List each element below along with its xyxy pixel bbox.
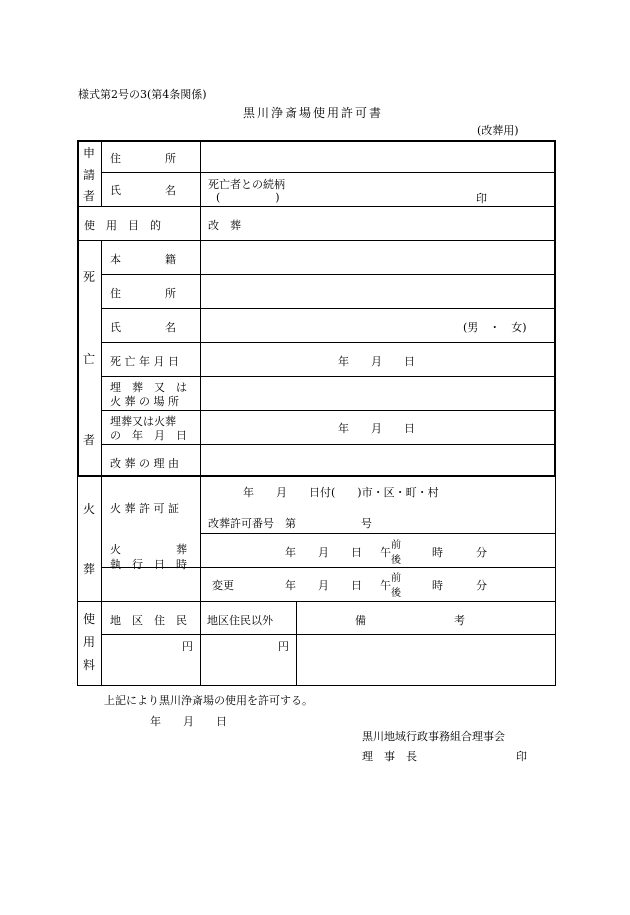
- death-date-ymd: 年 月 日: [338, 355, 415, 368]
- form-type: (改葬用): [477, 124, 519, 137]
- resident-fee-yen: 円: [182, 640, 193, 653]
- exec-label-line1: 火 葬: [110, 543, 187, 556]
- change-go: 後: [391, 588, 401, 599]
- gender-choice: (男 ・ 女): [463, 321, 527, 334]
- applicant-seal: 印: [476, 192, 487, 205]
- relation-label: 死亡者との続柄: [208, 178, 285, 191]
- deceased-group-char-3: 者: [82, 433, 95, 447]
- change-zen: 前: [391, 573, 401, 584]
- deceased-group-char-1: 死: [82, 270, 95, 284]
- deceased-address-label: 住 所: [110, 287, 176, 300]
- permit-number-suffix: 号: [361, 517, 372, 530]
- applicant-name-label: 氏 名: [110, 184, 176, 197]
- burial-date-label-line1: 埋葬又は火葬: [110, 415, 176, 428]
- change-label: 変更: [212, 579, 234, 592]
- applicant-address-label: 住 所: [110, 152, 176, 165]
- exec-time: 時 分: [432, 546, 487, 559]
- exec-gozen: 午: [380, 546, 391, 559]
- permit-label: 火 葬 許 可 証: [110, 502, 179, 515]
- deceased-name-label: 氏 名: [110, 321, 176, 334]
- deceased-group-char-2: 亡: [82, 352, 95, 366]
- exec-go: 後: [391, 555, 401, 566]
- permit-date: 年 月 日付( )市・区・町・村: [243, 486, 439, 499]
- fee-group-char-2: 用: [82, 635, 95, 649]
- exec-label-line2: 執 行 日 時: [110, 558, 187, 571]
- reason-label: 改 葬 の 理 由: [110, 457, 179, 470]
- permit-statement: 上記により黒川浄斎場の使用を許可する。: [104, 694, 313, 707]
- remarks-label: 備 考: [355, 614, 465, 627]
- applicant-group-char-3: 者: [82, 189, 95, 203]
- applicant-group-char-1: 申: [82, 146, 95, 160]
- chairperson-title: 理 事 長: [362, 750, 417, 763]
- exec-ymd: 年 月 日: [285, 546, 362, 559]
- relation-paren: ( ): [216, 191, 280, 204]
- cremation-group-char-2: 葬: [82, 562, 95, 576]
- permit-number-prefix: 改葬許可番号 第: [208, 517, 296, 530]
- domicile-label: 本 籍: [110, 253, 176, 266]
- resident-fee-label: 地 区 住 民: [110, 614, 187, 627]
- change-ymd: 年 月 日: [285, 579, 362, 592]
- nonresident-fee-label: 地区住民以外: [207, 614, 273, 627]
- form-number: 様式第2号の3(第4条関係): [78, 88, 207, 101]
- purpose-value: 改 葬: [208, 219, 241, 232]
- exec-zen: 前: [391, 540, 401, 551]
- document-title: 黒川浄斎場使用許可書: [243, 106, 384, 120]
- fee-group-char-3: 料: [82, 658, 95, 672]
- change-time: 時 分: [432, 579, 487, 592]
- burial-date-label-line2: の 年 月 日: [110, 429, 187, 442]
- change-gozen: 午: [380, 579, 391, 592]
- issue-date: 年 月 日: [150, 715, 227, 728]
- chairperson-seal: 印: [516, 750, 527, 763]
- nonresident-fee-yen: 円: [278, 640, 289, 653]
- place-label-line2: 火 葬 の 場 所: [110, 395, 179, 408]
- cremation-group-char-1: 火: [82, 502, 95, 516]
- burial-date-ymd: 年 月 日: [338, 422, 415, 435]
- death-date-label: 死 亡 年 月 日: [110, 355, 179, 368]
- purpose-label: 使 用 目 的: [84, 219, 161, 232]
- issuing-organization: 黒川地域行政事務組合理事会: [362, 730, 505, 743]
- place-label-line1: 埋 葬 又 は: [110, 381, 187, 394]
- fee-group-char-1: 使: [82, 612, 95, 626]
- applicant-group-char-2: 請: [82, 168, 95, 182]
